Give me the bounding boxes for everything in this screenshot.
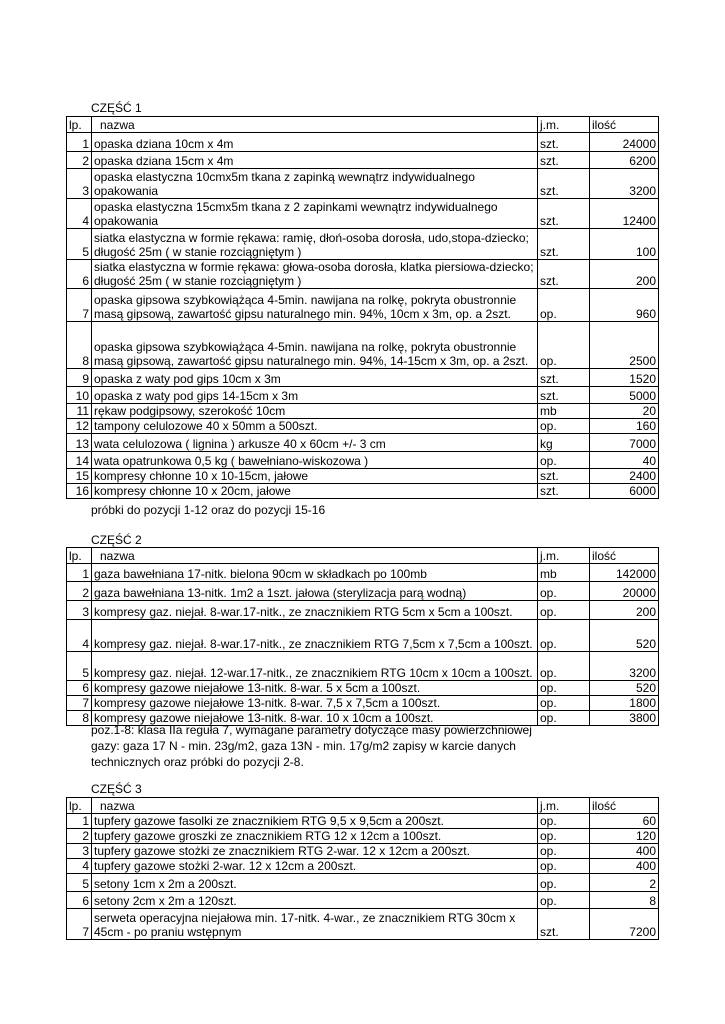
row-qty: 520	[590, 620, 659, 652]
table-row	[67, 829, 659, 844]
row-jm: op.	[538, 844, 590, 859]
section-2-note	[91, 722, 532, 770]
row-name: opaska gipsowa szybkowiążąca 4-5min. nawijana na rolkę, pokryta obustronnie masą gipsową, zawartość gipsu naturalnego min. 94%, 10cm x 3m, op. a 2szt.	[92, 289, 538, 322]
row-jm: op.	[538, 711, 590, 726]
table-header	[67, 117, 659, 133]
row-qty: 200	[590, 260, 659, 289]
table-row	[67, 652, 659, 681]
header-jm: j.m.	[538, 798, 590, 814]
row-jm: op.	[538, 696, 590, 711]
row-jm: op.	[538, 652, 590, 681]
row-lp: 11	[67, 404, 92, 419]
row-qty: 12400	[590, 199, 659, 229]
table-row	[67, 681, 659, 696]
row-name: tampony celulozowe 40 x 50mm a 500szt.	[92, 419, 538, 434]
row-qty: 60	[590, 814, 659, 829]
row-qty: 400	[590, 844, 659, 859]
row-qty: 20000	[590, 582, 659, 601]
row-lp: 2	[67, 152, 92, 169]
row-lp: 6	[67, 260, 92, 289]
row-lp: 12	[67, 419, 92, 434]
row-lp: 7	[67, 289, 92, 322]
table-row	[67, 844, 659, 859]
row-name: tupfery gazowe fasolki ze znacznikiem RTG 9,5 x 9,5cm a 200szt.	[92, 814, 538, 829]
row-lp: 4	[67, 620, 92, 652]
note-line: gazy: gaza 17 N - min. 23g/m2, gaza 13N - min. 17g/m2 zapisy w karcie danych	[91, 739, 516, 753]
table-row	[67, 434, 659, 452]
row-lp: 13	[67, 434, 92, 452]
row-qty: 520	[590, 681, 659, 696]
table-header	[67, 798, 659, 814]
note-line: poz.1-8: klasa IIa reguła 7, wymagane parametry dotyczące masy powierzchniowej	[91, 723, 532, 737]
table-row	[67, 564, 659, 582]
row-name: kompresy chłonne 10 x 20cm, jałowe	[92, 484, 538, 499]
row-jm: szt.	[538, 133, 590, 152]
section-3-title: CZĘŚĆ 3	[91, 782, 142, 796]
row-jm: szt.	[538, 369, 590, 387]
section-2-table	[66, 547, 659, 726]
table-row	[67, 169, 659, 199]
row-lp: 1	[67, 564, 92, 582]
row-name: kompresy chłonne 10 x 10-15cm, jałowe	[92, 469, 538, 484]
row-qty: 960	[590, 289, 659, 322]
row-name: siatka elastyczna w formie rękawa: głowa-osoba dorosła, klatka piersiowa-dziecko; długość 25m ( w stanie rozciągniętym )	[92, 260, 538, 289]
row-jm: szt.	[538, 152, 590, 169]
row-jm: op.	[538, 892, 590, 909]
note-line: technicznych oraz próbki do pozycji 2-8.	[91, 755, 304, 769]
row-jm: op.	[538, 814, 590, 829]
table-row	[67, 601, 659, 620]
row-qty: 160	[590, 419, 659, 434]
row-lp: 5	[67, 652, 92, 681]
table-row	[67, 892, 659, 909]
row-lp: 5	[67, 874, 92, 892]
row-name: kompresy gazowe niejałowe 13-nitk. 8-war. 7,5 x 7,5cm a 100szt.	[92, 696, 538, 711]
section-1-note	[91, 502, 325, 518]
row-name: kompresy gaz. niejał. 8-war.17-nitk., ze znacznikiem RTG 7,5cm x 7,5cm a 100szt.	[92, 620, 538, 652]
row-lp: 16	[67, 484, 92, 499]
row-name: opaska elastyczna 15cmx5m tkana z 2 zapinkami wewnątrz indywidualnego opakowania	[92, 199, 538, 229]
row-lp: 10	[67, 387, 92, 404]
row-qty: 1800	[590, 696, 659, 711]
row-lp: 9	[67, 369, 92, 387]
row-lp: 4	[67, 199, 92, 229]
row-lp: 2	[67, 829, 92, 844]
table-row	[67, 404, 659, 419]
row-jm: szt.	[538, 387, 590, 404]
header-lp: lp.	[67, 548, 92, 564]
table-row	[67, 133, 659, 152]
row-lp: 7	[67, 696, 92, 711]
row-name: kompresy gaz. niejał. 12-war.17-nitk., ze znacznikiem RTG 10cm x 10cm a 100szt.	[92, 652, 538, 681]
row-name: tupfery gazowe stożki 2-war. 12 x 12cm a 200szt.	[92, 859, 538, 874]
row-lp: 8	[67, 322, 92, 369]
header-qty: ilość	[590, 117, 659, 133]
row-lp: 3	[67, 844, 92, 859]
row-name: kompresy gazowe niejałowe 13-nitk. 8-war. 5 x 5cm a 100szt.	[92, 681, 538, 696]
row-jm: szt.	[538, 909, 590, 940]
row-jm: op.	[538, 859, 590, 874]
header-qty: ilość	[590, 798, 659, 814]
row-name: kompresy gaz. niejał. 8-war.17-nitk., ze znacznikiem RTG 5cm x 5cm a 100szt.	[92, 601, 538, 620]
row-name: wata opatrunkowa 0,5 kg ( bawełniano-wiskozowa )	[92, 452, 538, 469]
row-name: rękaw podgipsowy, szerokość 10cm	[92, 404, 538, 419]
table-row	[67, 909, 659, 940]
row-jm: szt.	[538, 469, 590, 484]
row-qty: 6200	[590, 152, 659, 169]
row-qty: 7000	[590, 434, 659, 452]
row-qty: 142000	[590, 564, 659, 582]
row-qty: 6000	[590, 484, 659, 499]
row-jm: op.	[538, 322, 590, 369]
row-qty: 7200	[590, 909, 659, 940]
row-jm: szt.	[538, 260, 590, 289]
row-jm: szt.	[538, 169, 590, 199]
header-name: nazwa	[92, 548, 538, 564]
row-jm: op.	[538, 681, 590, 696]
row-name: opaska dziana 15cm x 4m	[92, 152, 538, 169]
row-lp: 14	[67, 452, 92, 469]
row-lp: 8	[67, 711, 92, 726]
section-2-title: CZĘŚĆ 2	[91, 533, 142, 547]
row-lp: 3	[67, 169, 92, 199]
table-header	[67, 548, 659, 564]
row-jm: op.	[538, 419, 590, 434]
row-lp: 1	[67, 814, 92, 829]
row-lp: 7	[67, 909, 92, 940]
table-row	[67, 369, 659, 387]
header-lp: lp.	[67, 798, 92, 814]
row-name: siatka elastyczna w formie rękawa: ramię, dłoń-osoba dorosła, udo,stopa-dziecko; długość 25m ( w stanie rozciągniętym )	[92, 229, 538, 260]
section-3-table	[66, 797, 659, 940]
row-jm: kg	[538, 434, 590, 452]
row-qty: 5000	[590, 387, 659, 404]
note-line: próbki do pozycji 1-12 oraz do pozycji 15-16	[91, 503, 326, 517]
header-jm: j.m.	[538, 548, 590, 564]
row-lp: 15	[67, 469, 92, 484]
row-qty: 100	[590, 229, 659, 260]
row-jm: op.	[538, 874, 590, 892]
row-qty: 120	[590, 829, 659, 844]
row-qty: 3200	[590, 169, 659, 199]
header-name: nazwa	[92, 117, 538, 133]
row-qty: 2400	[590, 469, 659, 484]
row-lp: 5	[67, 229, 92, 260]
row-qty: 2500	[590, 322, 659, 369]
row-jm: mb	[538, 564, 590, 582]
row-qty: 200	[590, 601, 659, 620]
row-name: opaska dziana 10cm x 4m	[92, 133, 538, 152]
row-qty: 1520	[590, 369, 659, 387]
row-name: opaska z waty pod gips 14-15cm x 3m	[92, 387, 538, 404]
table-row	[67, 859, 659, 874]
row-lp: 2	[67, 582, 92, 601]
table-row	[67, 260, 659, 289]
table-row	[67, 452, 659, 469]
row-name: gaza bawełniana 13-nitk. 1m2 a 1szt. jałowa (sterylizacja parą wodną)	[92, 582, 538, 601]
header-name: nazwa	[92, 798, 538, 814]
row-lp: 3	[67, 601, 92, 620]
row-lp: 6	[67, 892, 92, 909]
row-name: opaska gipsowa szybkowiążąca 4-5min. nawijana na rolkę, pokryta obustronnie masą gipsową, zawartość gipsu naturalnego min. 94%, 14-15cm x 3m, op. a 2szt.	[92, 322, 538, 369]
table-row	[67, 289, 659, 322]
row-jm: op.	[538, 829, 590, 844]
row-qty: 20	[590, 404, 659, 419]
row-jm: op.	[538, 582, 590, 601]
row-name: setony 1cm x 2m a 200szt.	[92, 874, 538, 892]
table-row	[67, 152, 659, 169]
row-qty: 400	[590, 859, 659, 874]
row-qty: 40	[590, 452, 659, 469]
table-row	[67, 484, 659, 499]
row-jm: mb	[538, 404, 590, 419]
table-row	[67, 696, 659, 711]
row-jm: szt.	[538, 484, 590, 499]
row-name: setony 2cm x 2m a 120szt.	[92, 892, 538, 909]
row-name: gaza bawełniana 17-nitk. bielona 90cm w składkach po 100mb	[92, 564, 538, 582]
row-lp: 6	[67, 681, 92, 696]
header-lp: lp.	[67, 117, 92, 133]
table-row	[67, 814, 659, 829]
table-row	[67, 874, 659, 892]
row-jm: op.	[538, 289, 590, 322]
row-name: kompresy gazowe niejałowe 13-nitk. 8-war. 10 x 10cm a 100szt.	[92, 711, 538, 726]
row-name: tupfery gazowe stożki ze znacznikiem RTG 2-war. 12 x 12cm a 200szt.	[92, 844, 538, 859]
row-name: wata celulozowa ( lignina ) arkusze 40 x 60cm +/- 3 cm	[92, 434, 538, 452]
row-jm: op.	[538, 620, 590, 652]
row-lp: 1	[67, 133, 92, 152]
row-qty: 8	[590, 892, 659, 909]
section-1-title: CZĘŚĆ 1	[91, 101, 142, 115]
table-row	[67, 469, 659, 484]
table-row	[67, 620, 659, 652]
table-row	[67, 322, 659, 369]
row-lp: 4	[67, 859, 92, 874]
row-jm: op.	[538, 452, 590, 469]
header-jm: j.m.	[538, 117, 590, 133]
row-jm: op.	[538, 601, 590, 620]
table-row	[67, 199, 659, 229]
table-row	[67, 582, 659, 601]
section-1-table	[66, 116, 659, 499]
table-row	[67, 387, 659, 404]
row-name: opaska elastyczna 10cmx5m tkana z zapinką wewnątrz indywidualnego opakowania	[92, 169, 538, 199]
row-name: serweta operacyjna niejałowa min. 17-nitk. 4-war., ze znacznikiem RTG 30cm x 45cm - po praniu wstępnym	[92, 909, 538, 940]
row-name: opaska z waty pod gips 10cm x 3m	[92, 369, 538, 387]
row-name: tupfery gazowe groszki ze znacznikiem RTG 12 x 12cm a 100szt.	[92, 829, 538, 844]
row-qty: 3800	[590, 711, 659, 726]
row-qty: 24000	[590, 133, 659, 152]
row-jm: szt.	[538, 199, 590, 229]
row-qty: 3200	[590, 652, 659, 681]
table-row	[67, 419, 659, 434]
row-qty: 2	[590, 874, 659, 892]
table-row	[67, 229, 659, 260]
header-qty: ilość	[590, 548, 659, 564]
row-jm: szt.	[538, 229, 590, 260]
